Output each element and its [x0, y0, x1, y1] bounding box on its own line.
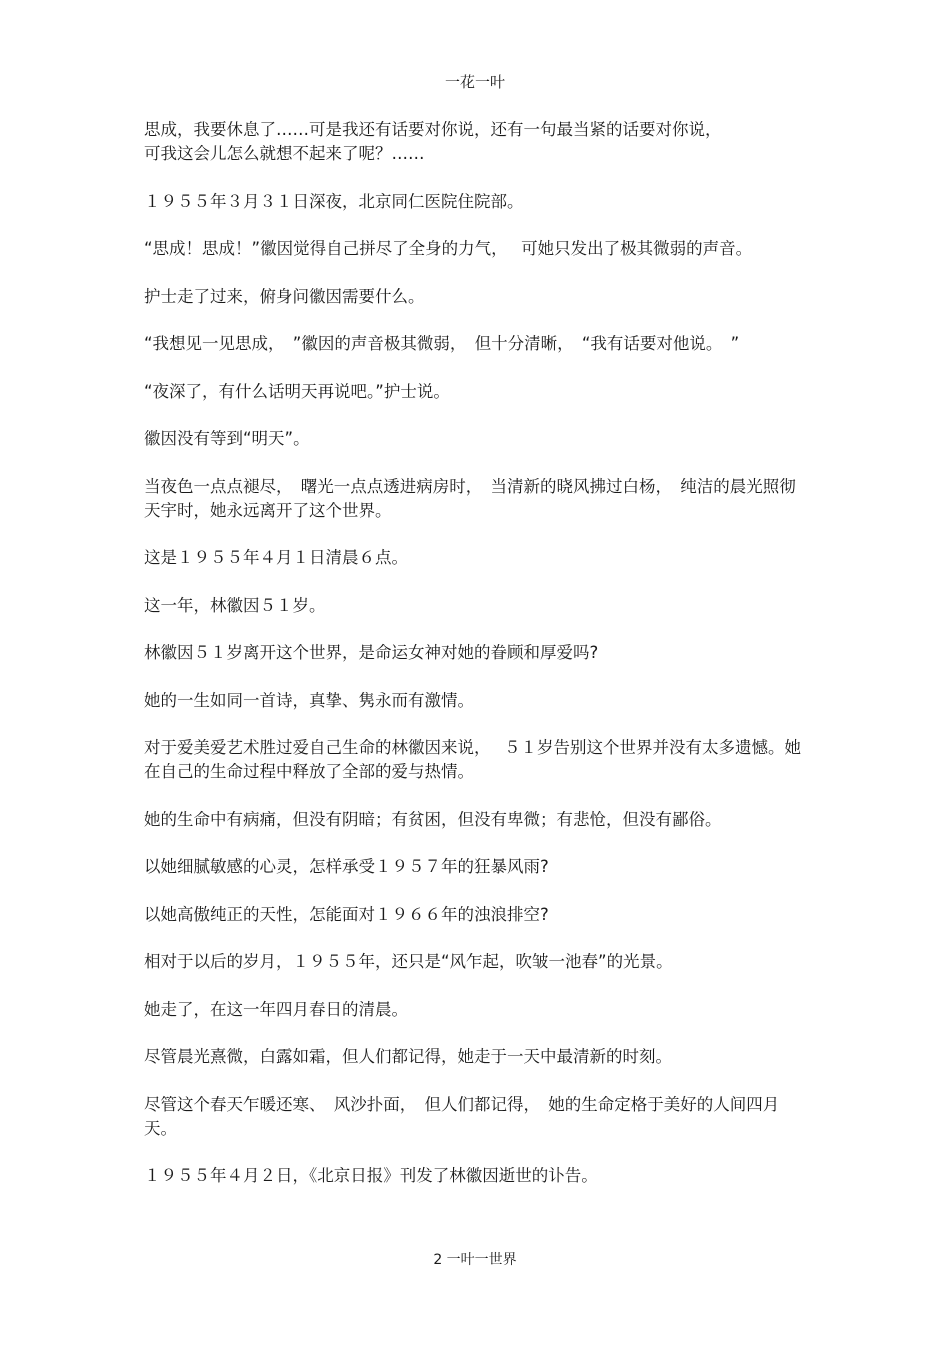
- paragraph: “我想见一见思成， ”徽因的声音极其微弱， 但十分清晰， “我有话要对他说。 ”: [144, 334, 740, 353]
- paragraph: 尽管这个春天乍暖还寒、 风沙扑面， 但人们都记得， 她的生命定格于美好的人间四月天。: [144, 1094, 780, 1138]
- document-body: [144, 118, 808, 1212]
- paragraph: １９５５年４月２日，《北京日报》刊发了林徽因逝世的讣告。: [144, 1166, 598, 1185]
- paragraph: “思成！思成！”徽因觉得自己拼尽了全身的力气， 可她只发出了极其微弱的声音。: [144, 239, 753, 258]
- paragraph: 林徽因５１岁离开这个世界，是命运女神对她的眷顾和厚爱吗?: [144, 643, 599, 662]
- paragraph: １９５５年３月３１日深夜，北京同仁医院住院部。: [144, 191, 524, 211]
- paragraph: 对于爱美爱艺术胜过爱自己生命的林徽因来说， ５１岁告别这个世界并没有太多遗憾。她在自己的生命过程中释放了全部的爱与热情。: [144, 738, 801, 781]
- paragraph: 她走了，在这一年四月春日的清晨。: [144, 999, 408, 1019]
- paragraph: 她的一生如同一首诗，真挚、隽永而有激情。: [144, 690, 474, 710]
- page-footer: 2 一叶一世界: [433, 1252, 517, 1268]
- paragraph: 她的生命中有病痛，但没有阴暗；有贫困，但没有卑微；有悲怆，但没有鄙俗。: [144, 809, 722, 829]
- paragraph: “夜深了，有什么话明天再说吧。”护士说。: [144, 381, 450, 401]
- paragraph: 当夜色一点点褪尽， 曙光一点点透进病房时， 当清新的晓风拂过白杨， 纯洁的晨光照彻天宇时，她永远离开了这个世界。: [144, 476, 796, 520]
- paragraph: 以她细腻敏感的心灵，怎样承受１９５７年的狂暴风雨?: [144, 857, 549, 876]
- paragraph: 相对于以后的岁月，１９５５年，还只是“风乍起，吹皱一池春”的光景。: [144, 952, 673, 971]
- paragraph: 这是１９５５年４月１日清晨６点。: [144, 548, 408, 567]
- paragraph: 护士走了过来，俯身问徽因需要什么。: [144, 286, 425, 306]
- paragraph: 这一年，林徽因５１岁。: [144, 595, 326, 615]
- paragraph: 思成，我要休息了……可是我还有话要对你说，还有一句最当紧的话要对你说， 可我这会儿怎么就想不起来了呢？……: [144, 120, 722, 163]
- paragraph: 尽管晨光熹微，白露如霜，但人们都记得，她走于一天中最清新的时刻。: [144, 1047, 672, 1066]
- paragraph: 以她高傲纯正的天性，怎能面对１９６６年的浊浪排空?: [144, 904, 549, 924]
- page-header: 一花一叶: [444, 73, 505, 91]
- paragraph: 徽因没有等到“明天”。: [144, 429, 310, 448]
